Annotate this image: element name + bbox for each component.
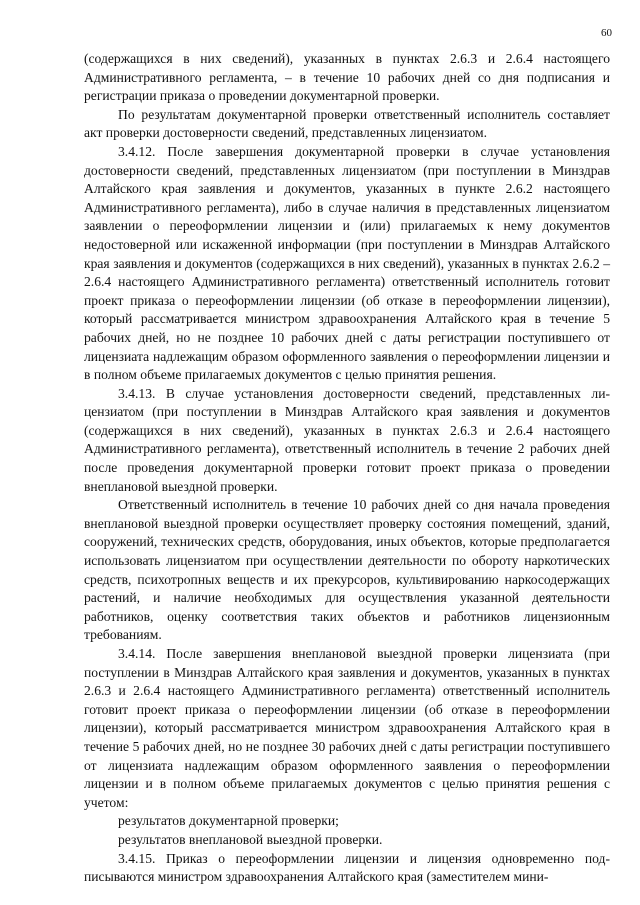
paragraph-3-4-13: 3.4.13. В случае установления достоверности сведений, представленных лицензиатом (при поступлении в Минздрав Алтайского края заявления и документов (содержащихся в них сведений), указанных в пунктах 2.6.3 и 2.6.4 настоящего Административного регламента), ответственный исполнитель в течение 2 рабочих дней после проведения документарной проверки готовит проект приказа о проведении внеплановой выездной проверки. <box>84 385 610 494</box>
paragraph-continuation: (содержащихся в них сведений), указанных в пунктах 2.6.3 и 2.6.4 настоящего Административного регламента, – в течение 10 рабочих дней со дня подписания и регистрации приказа о проведении документарной проверки. <box>84 51 610 104</box>
paragraph-inspection-act: По результатам документарной проверки ответственный исполнитель составляет акт проверки достоверности сведений, представленных лицензиатом. <box>84 106 610 141</box>
paragraph-3-4-15: 3.4.15. Приказ о переоформлении лицензии и лицензия одновременно подписываются министром здравоохранения Алтайского края (заместителем мини- <box>84 850 610 885</box>
paragraph-onsite-inspection: Ответственный исполнитель в течение 10 рабочих дней со дня начала проведения внеплановой выездной проверки осуществляет проверку состояния помещений, зданий, сооружений, технических средств, оборудования, иных объектов, которые предполагается использовать лицензиатом при осуществлении деятельности по обороту наркотических средств, психотропных веществ и их прекурсоров, культивированию наркосодержащих растений, и наличие необходимых для осуществления указанной деятельности работников, оценку соответствия таких объектов и работников лицензионным требованиям. <box>84 497 610 643</box>
list-item-onsite-results: результатов внеплановой выездной проверки. <box>118 831 383 847</box>
page-number: 60 <box>601 27 612 39</box>
paragraph-3-4-14: 3.4.14. После завершения внеплановой выездной проверки лицензиата (при поступлении в Минздрав Алтайского края заявления и документов, указанных в пунктах 2.6.3 и 2.6.4 настоящего Административного регламента) ответственный исполнитель готовит проект приказа о переоформлении лицензии (об отказе в переоформлении лицензии), который рассматривается министром здравоохранения Алтайского края в течение 5 рабочих дней, но не позднее 30 рабочих дней с даты регистрации поступившего от лицензиата надлежащим образом оформленного заявления о переоформлении лицензии и в полном объеме прилагаемых документов с целью принятия решения с учетом: <box>84 646 610 810</box>
paragraph-3-4-12: 3.4.12. После завершения документарной проверки в случае установления достоверности сведений, представленных лицензиатом (при поступлении в Минздрав Алтайского края заявления и документов, указанных в пункте 2.6.2 настоящего Административного регламента), либо в случае наличия в представленных лицензиатом заявлении о переоформлении лицензии и (или) прилагаемых к нему документов недостоверной или искаженной информации (при поступлении в Минздрав Алтайского края заявления и документов (содержащихся в них сведений), указанных в пунктах 2.6.2 – 2.6.4 настоящего Административного регламента) ответственный исполнитель готовит проект приказа о переоформлении лицензии (об отказе в переоформлении лицензии), который рассматривается министром здравоохранения Алтайского края в течение 5 рабочих дней, но не позднее 10 рабочих дней с даты регистрации поступившего от лицензиата надлежащим образом оформленного заявления о переоформлении лицензии и в полном объеме прилагаемых документов с целью принятия решения. <box>84 143 610 383</box>
list-item-documentary-results: результатов документарной проверки; <box>118 813 339 829</box>
document-body <box>84 50 610 887</box>
